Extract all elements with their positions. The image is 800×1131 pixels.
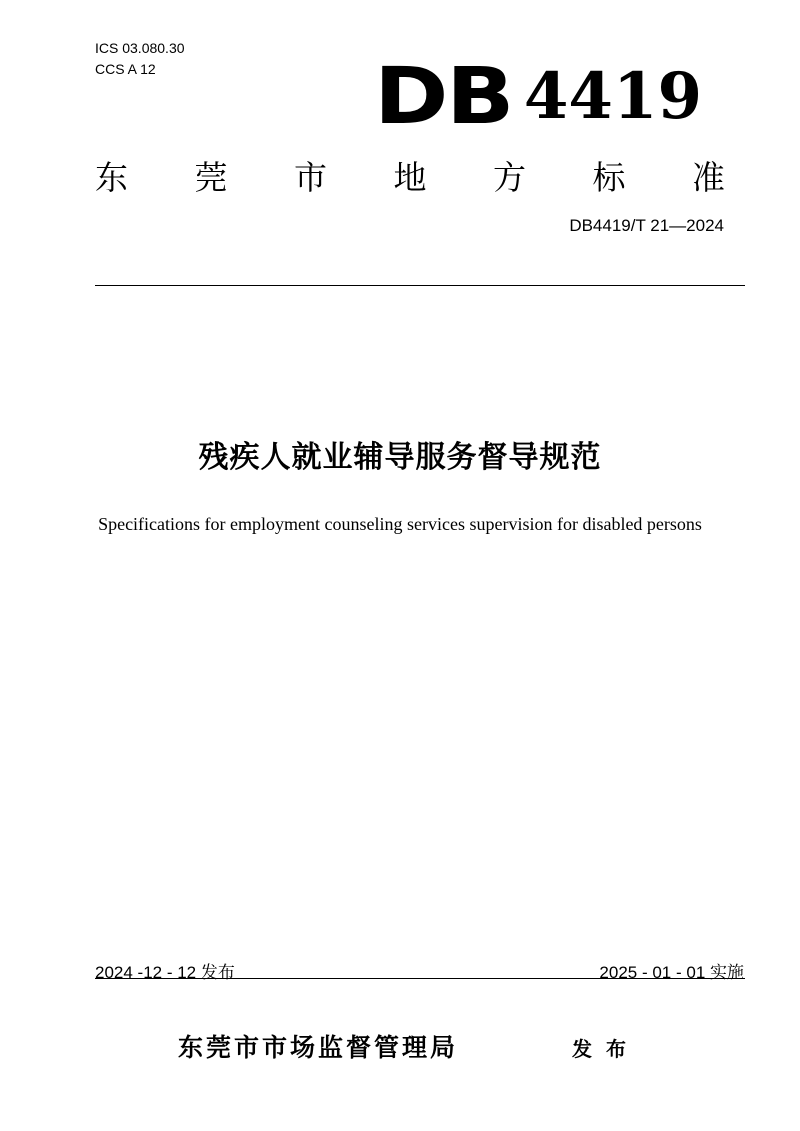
issue-date: 2024 -12 - 12 发布 (95, 963, 235, 982)
standard-type-char: 莞 (194, 158, 228, 197)
issue-label: 发布 (572, 1037, 640, 1061)
db-logo (373, 52, 702, 142)
effective-date: 2025 - 01 - 01 实施 (599, 963, 744, 982)
db-logo-number: 4419 (523, 59, 702, 134)
document-title-en: Specifications for employment counseling services supervision for disabled persons (98, 514, 702, 534)
standard-type-char: 地 (393, 158, 427, 197)
ccs-code: CCS A 12 (95, 61, 156, 77)
classification-codes (95, 38, 185, 80)
ics-code: ICS 03.080.30 (95, 40, 185, 56)
db-logo-prefix: DB (373, 52, 512, 142)
standard-type-heading (95, 156, 725, 200)
standard-code: DB4419/T 21—2024 (569, 216, 724, 235)
top-divider (95, 285, 745, 286)
standard-type-char: 东 (95, 158, 128, 197)
bottom-divider (95, 978, 745, 979)
standard-type-char: 准 (692, 158, 725, 197)
standard-type-char: 方 (493, 158, 526, 197)
standard-type-char: 标 (592, 158, 626, 197)
issuing-authority: 东莞市市场监督管理局 (178, 1033, 459, 1062)
document-title-cn: 残疾人就业辅导服务督导规范 (198, 440, 602, 475)
standard-type-char: 市 (294, 158, 327, 197)
